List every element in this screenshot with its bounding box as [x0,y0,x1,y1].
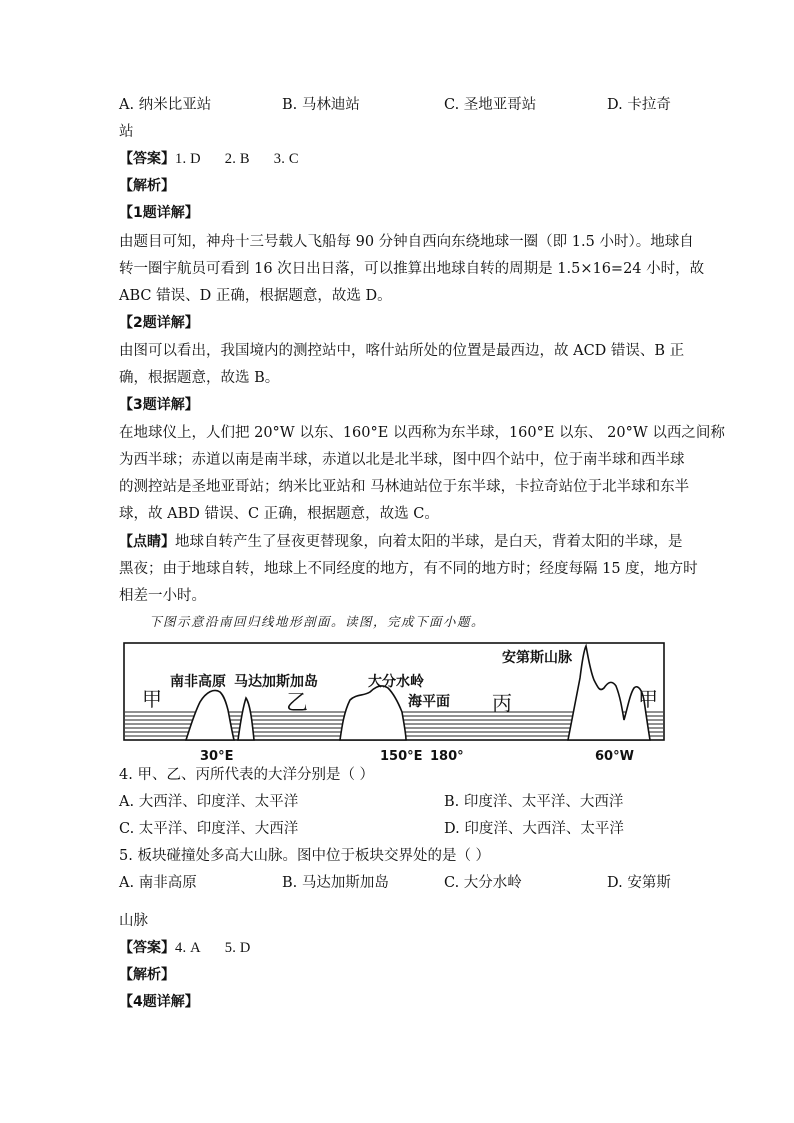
tick-label-150e: 150°E [380,749,423,764]
q5-option-a: A. 南非高原 [119,875,197,891]
key-point-line: 黑夜；由于地球自转，地球上不同经度的地方，有不同的地方时；经度每隔 15 度，地方时 [119,561,698,577]
ocean-label-jia-right: 甲 [638,687,658,711]
q3-detail-tag: 【3题详解】 [119,397,199,413]
label-south-africa-plateau: 南非高原 [170,674,226,690]
option-d-continued: 站 [119,124,134,140]
answer-item: 4. A [175,940,201,956]
q5-option-c: C. 大分水岭 [444,875,522,891]
key-point-line [119,529,683,555]
label-sea-level: 海平面 [408,694,450,710]
tick-label-30e: 30°E [200,749,234,764]
key-point-tag: 【点睛】 [119,534,175,550]
option-b: B. 马林迪站 [282,97,360,113]
q1-detail-line: ABC 错误、D 正确，根据题意，故选 D。 [119,288,392,304]
q4-option-b: B. 印度洋、太平洋、大西洋 [444,794,624,810]
option-d: D. 卡拉奇 [607,97,671,113]
answer-tag: 【答案】 [119,151,175,167]
label-madagascar: 马达加斯加岛 [234,674,318,690]
q3-detail-line: 球，故 ABD 错误、C 正确，根据题意，故选 C。 [119,506,439,522]
q2-detail-line: 由图可以看出，我国境内的测控站中，喀什站所处的位置是最西边，故 ACD 错误、B 正 [119,343,685,359]
answer-line-2 [119,935,679,961]
ocean-label-yi: 乙 [286,691,309,716]
answer-item: 3. C [273,151,299,167]
key-point-text: 地球自转产生了昼夜更替现象，向着太阳的半球，是白天，背着太阳的半球，是 [175,534,683,550]
q3-detail-line: 在地球仪上，人们把 20°W 以东、160°E 以西称为东半球，160°E 以东、 20°W 以西之间称 [119,425,725,441]
q4-option-a: A. 大西洋、印度洋、太平洋 [119,794,299,810]
answer-item: 5. D [224,940,251,956]
tick-label-60w: 60°W [595,749,634,764]
tick-label-180: 180° [430,749,464,764]
answer-tag: 【答案】 [119,940,175,956]
figure-intro: 下图示意沿南回归线地形剖面。读图，完成下面小题。 [149,614,486,629]
label-dividing-range: 大分水岭 [368,674,424,690]
key-point-line: 相差一小时。 [119,588,206,604]
q3-detail-line: 的测控站是圣地亚哥站；纳米比亚站和 马林迪站位于东半球，卡拉奇站位于北半球和东半 [119,479,690,495]
q1-detail-line: 由题目可知，神舟十三号载人飞船每 90 分钟自西向东绕地球一圈（即 1.5 小时）。地球自 [119,234,694,250]
terrain-profile-svg [120,640,670,770]
q5-option-d: D. 安第斯 [607,875,671,891]
analysis-tag: 【解析】 [119,967,175,983]
q1-detail-line: 转一圈宇航员可看到 16 次日出日落，可以推算出地球自转的周期是 1.5×16=24 小时，故 [119,261,705,277]
ocean-label-bing: 丙 [492,691,512,715]
q4-detail-tag: 【4题详解】 [119,994,199,1010]
option-a: A. 纳米比亚站 [119,97,212,113]
ocean-label-jia-left: 甲 [142,687,162,711]
answer-line-1 [119,146,679,172]
q4-option-c: C. 太平洋、印度洋、大西洋 [119,821,299,837]
q4-stem: 4. 甲、乙、丙所代表的大洋分别是（ ） [119,767,375,783]
option-c: C. 圣地亚哥站 [444,97,537,113]
q2-detail-tag: 【2题详解】 [119,315,199,331]
q5-stem: 5. 板块碰撞处多高大山脉。图中位于板块交界处的是（ ） [119,848,491,864]
q4-option-d: D. 印度洋、大西洋、太平洋 [444,821,624,837]
q5-option-b: B. 马达加斯加岛 [282,875,389,891]
analysis-tag: 【解析】 [119,178,175,194]
label-andes: 安第斯山脉 [502,650,572,666]
q2-detail-line: 确，根据题意，故选 B。 [119,370,280,386]
q1-detail-tag: 【1题详解】 [119,205,199,221]
q3-detail-line: 为西半球；赤道以南是南半球，赤道以北是北半球，图中四个站中，位于南半球和西半球 [119,452,685,468]
terrain-profile-figure [120,640,670,770]
q5-option-d-continued: 山脉 [119,913,148,929]
answer-item: 2. B [224,151,250,167]
answer-item: 1. D [175,151,201,167]
